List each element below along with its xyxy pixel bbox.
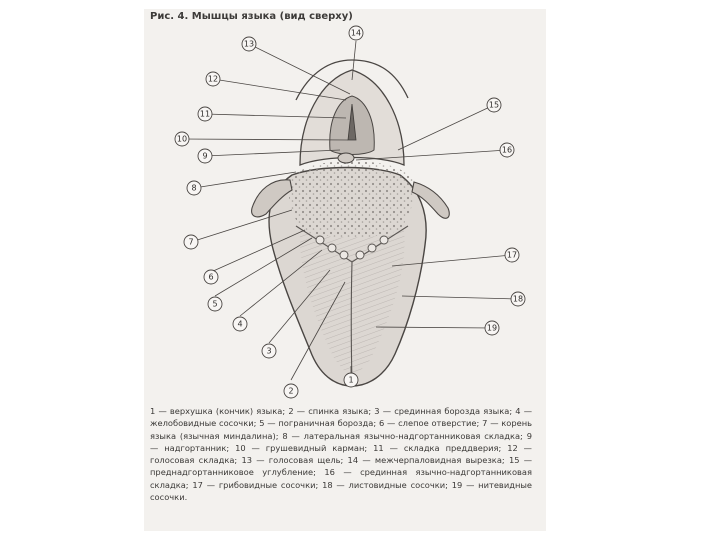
callout-label-11: 11	[199, 109, 211, 119]
callout-label-1: 1	[348, 375, 354, 385]
callout-label-18: 18	[512, 294, 524, 304]
legend-item-4: 4 — желобовидные сосочки;	[150, 406, 533, 429]
legend-item-18: 18 — листовидные сосочки;	[322, 479, 448, 490]
callout-label-12: 12	[207, 74, 219, 84]
callout-label-3: 3	[266, 346, 272, 356]
legend-item-11: 11 — складка преддверия;	[373, 442, 502, 453]
legend-item-15: 15 — преднадгортанниковое углубление;	[150, 455, 533, 478]
callout-label-8: 8	[191, 183, 197, 193]
callout-label-5: 5	[212, 299, 218, 309]
legend-item-3: 3 — срединная борозда языка;	[374, 406, 513, 416]
legend-item-2: 2 — спинка языка;	[288, 406, 372, 416]
figure-title: Рис. 4. Мышцы языка (вид сверху)	[150, 11, 353, 22]
callout-label-4: 4	[237, 319, 243, 329]
legend-item-5: 5 — пограничная борозда;	[259, 418, 377, 429]
tongue-root	[289, 162, 415, 238]
callout-label-19: 19	[486, 323, 498, 333]
callout-label-14: 14	[350, 28, 362, 38]
callout-label-7: 7	[188, 237, 194, 247]
callout-label-9: 9	[202, 151, 208, 161]
legend-item-10: 10 — грушевидный карман;	[235, 442, 368, 453]
legend-item-1: 1 — верхушка (кончик) языка;	[150, 406, 286, 416]
legend-item-7: 7 — корень языка (язычная миндалина);	[150, 418, 533, 441]
callout-label-16: 16	[501, 145, 513, 155]
legend-item-9: 9 — надгортанник;	[150, 430, 533, 453]
callout-label-2: 2	[288, 386, 294, 396]
legend-item-14: 14 — межчерпаловидная вырезка;	[347, 455, 505, 466]
legend-item-17: 17 — грибовидные сосочки;	[192, 479, 319, 490]
legend-item-12: 12 — голосовая складка;	[150, 442, 532, 466]
callout-label-6: 6	[208, 272, 214, 282]
callout-label-15: 15	[488, 100, 500, 110]
legend-item-19: 19 — нитевидные сосочки.	[150, 479, 533, 503]
legend-item-6: 6 — слепое отверстие;	[378, 418, 480, 429]
callout-label-17: 17	[506, 250, 518, 260]
legend-item-16: 16 — срединная язычно-надгортанниковая складка;	[150, 467, 532, 490]
median-fold	[338, 153, 354, 163]
callout-label-13: 13	[243, 39, 255, 49]
figure-legend	[150, 405, 532, 503]
legend-item-8: 8 — латеральная язычно-надгортанниковая складка;	[282, 430, 523, 441]
legend-item-13: 13 — голосовая щель;	[241, 455, 344, 466]
callout-label-10: 10	[176, 134, 188, 144]
